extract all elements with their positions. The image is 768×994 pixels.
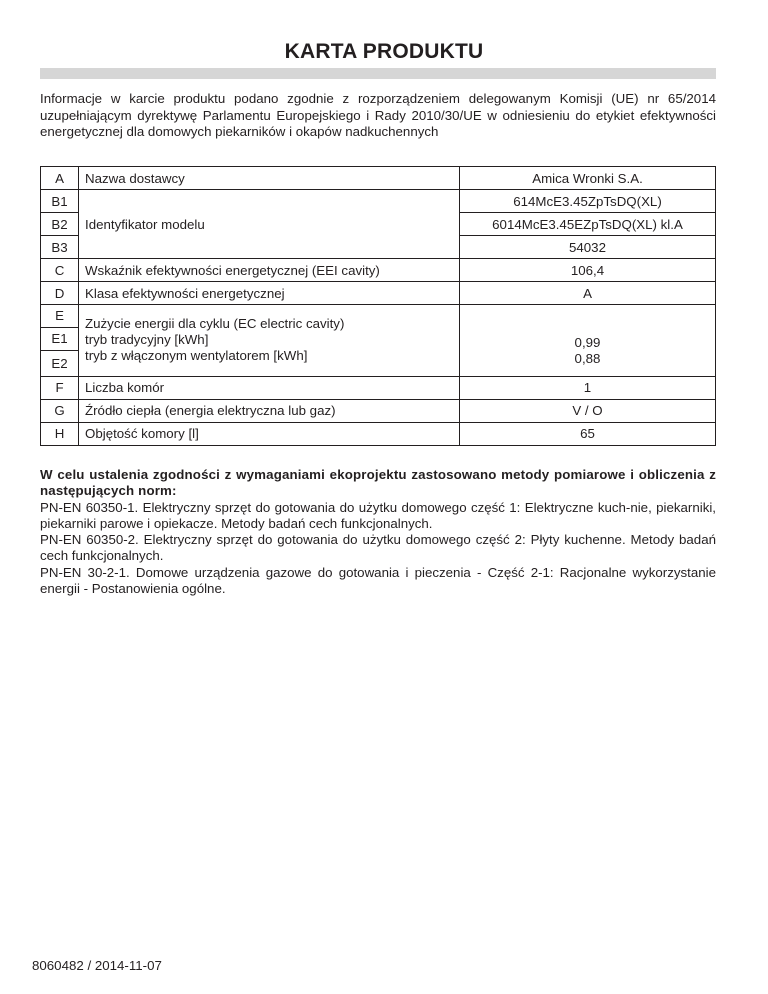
row-value: 6014McE3.45EZpTsDQ(XL) kl.A (460, 213, 716, 236)
intro-paragraph: Informacje w karcie produktu podano zgodnie z rozporządzeniem delegowanym Komisji (UE) nr 65/2014 uzupełniającym dyrektywę Parlamentu Europejskiego i Rady 2010/30/UE w odniesieniu do etykiet efektywności energetycznej dla domowych piekarników i okapów nadkuchennych (40, 91, 716, 139)
standard-item: PN-EN 60350-1. Elektryczny sprzęt do gotowania do użytku domowego część 1: Elektryczne kuch-nie, piekarniki, piekarniki parowe i opiekacze. Metody badań cech funkcjonalnych. (40, 499, 716, 531)
row-value-empty (460, 305, 716, 328)
row-label: Wskaźnik efektywności energetycznej (EEI cavity) (79, 259, 460, 282)
table-row-h (41, 422, 716, 445)
standards-section (40, 467, 716, 597)
row-value: Amica Wronki S.A. (460, 167, 716, 190)
table-row-a (41, 167, 716, 190)
row-code: A (41, 167, 79, 190)
row-value: V / O (460, 399, 716, 422)
row-value: 106,4 (460, 259, 716, 282)
row-value: 614McE3.45ZpTsDQ(XL) (460, 190, 716, 213)
row-label: Klasa efektywności energetycznej (79, 282, 460, 305)
row-code: D (41, 282, 79, 305)
table-row-f (41, 376, 716, 399)
document-footer-code: 8060482 / 2014-11-07 (32, 958, 162, 973)
product-spec-table (40, 166, 716, 446)
energy-label-line: tryb tradycyjny [kWh] (85, 332, 209, 348)
table-row-g (41, 399, 716, 422)
row-code: E1 (41, 327, 79, 350)
row-label: Nazwa dostawcy (79, 167, 460, 190)
standard-item: PN-EN 30-2-1. Domowe urządzenia gazowe do gotowania i pieczenia - Część 2-1: Racjonalne wykorzystanie energii - Postanowienia ogólne. (40, 564, 716, 597)
row-label: Liczba komór (79, 376, 460, 399)
standards-heading: W celu ustalenia zgodności z wymaganiami ekoprojektu zastosowano metody pomiarowe i obliczenia z następujących norm: (40, 467, 716, 499)
standard-item: PN-EN 60350-2. Elektryczny sprzęt do gotowania do użytku domowego część 2: Płyty kuchenne. Metody badań cech funkcjonalnych. (40, 532, 716, 564)
row-code: E (41, 305, 79, 328)
row-value: 1 (460, 376, 716, 399)
energy-label-line: Zużycie energii dla cyklu (EC electric cavity) (85, 316, 345, 332)
row-label: Identyfikator modelu (79, 190, 460, 259)
energy-label-line: tryb z włączonym wentylatorem [kWh] (85, 348, 308, 364)
row-value: A (460, 282, 716, 305)
row-value: 65 (460, 422, 716, 445)
energy-value: 0,88 (574, 351, 601, 367)
energy-value: 0,99 (574, 335, 601, 351)
row-code: G (41, 399, 79, 422)
title-divider-bar (40, 68, 716, 79)
row-value-energy (460, 327, 716, 376)
row-label-energy (79, 305, 460, 377)
table-row-e (41, 305, 716, 328)
row-value: 54032 (460, 236, 716, 259)
table-row-c (41, 259, 716, 282)
row-code: F (41, 376, 79, 399)
table-row-d (41, 282, 716, 305)
row-code: B2 (41, 213, 79, 236)
row-code: H (41, 422, 79, 445)
row-code: C (41, 259, 79, 282)
page-title: KARTA PRODUKTU (284, 40, 484, 63)
row-code: B1 (41, 190, 79, 213)
row-code: B3 (41, 236, 79, 259)
row-label: Źródło ciepła (energia elektryczna lub gaz) (79, 399, 460, 422)
row-code: E2 (41, 350, 79, 376)
table-row-b1 (41, 190, 716, 213)
row-label: Objętość komory [l] (79, 422, 460, 445)
